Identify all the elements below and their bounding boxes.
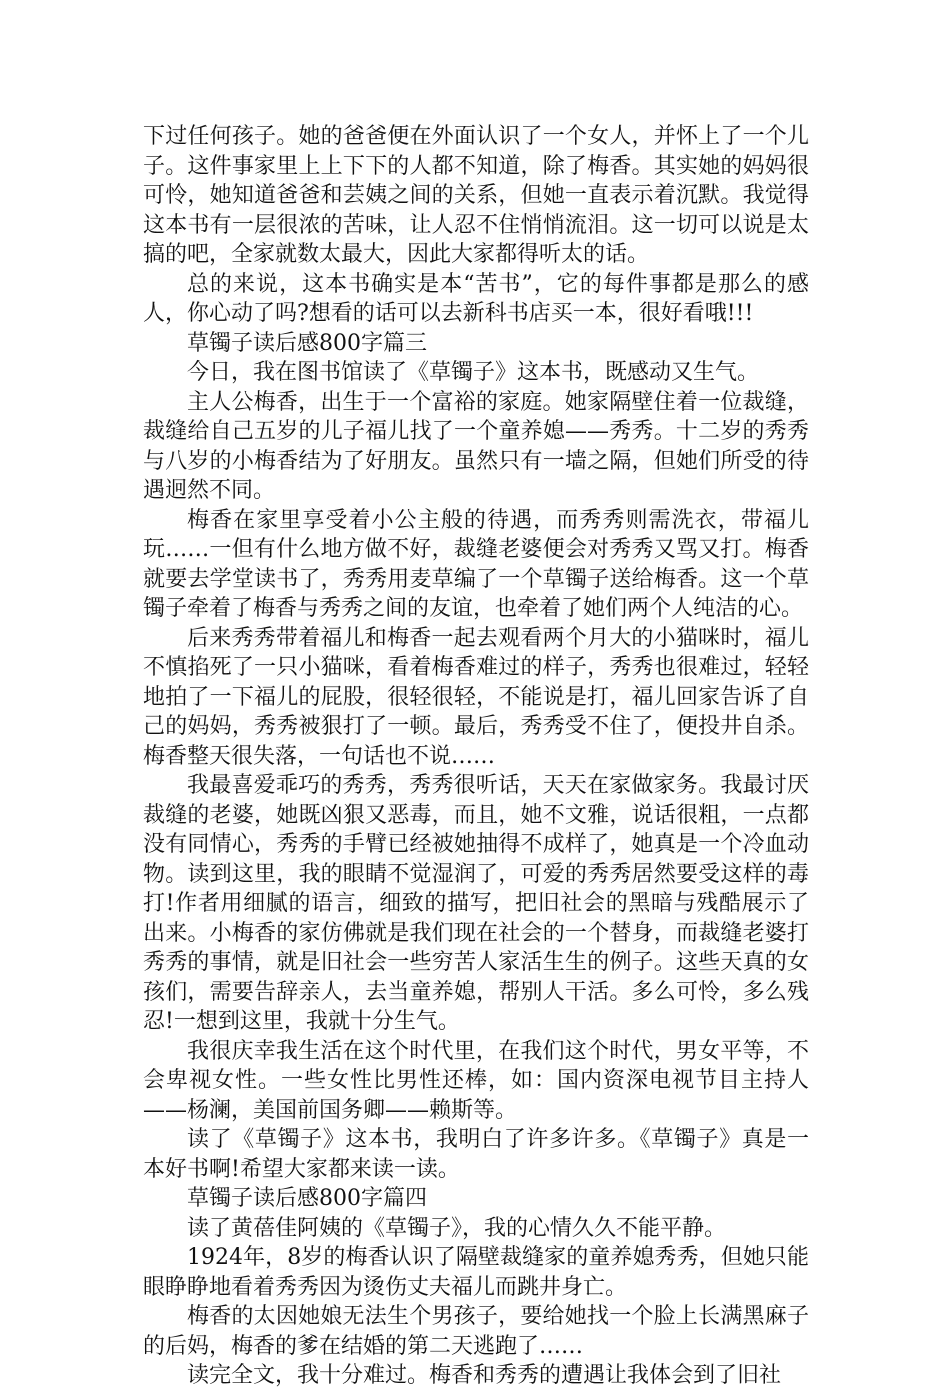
paragraph: 读了《草镯子》这本书，我明白了许多许多。《草镯子》真是一本好书啊!希望大家都来读一读。	[143, 1127, 809, 1182]
paragraph: 下过任何孩子。她的爸爸便在外面认识了一个女人，并怀上了一个儿子。这件事家里上上下下的人都不知道，除了梅香。其实她的妈妈很可怜，她知道爸爸和芸姨之间的关系，但她一直表示着沉默。我觉得这本书有一层很浓的苦味，让人忍不住悄悄流泪。这一切可以说是太搞的吧，全家就数太最大，因此大家都得听太的话。	[143, 124, 809, 267]
paragraph: 主人公梅香，出生于一个富裕的家庭。她家隔壁住着一位裁缝，裁缝给自己五岁的儿子福儿找了一个童养媳——秀秀。十二岁的秀秀与八岁的小梅香结为了好朋友。虽然只有一墙之隔，但她们所受的待遇迥然不同。	[143, 389, 809, 503]
document-body	[143, 122, 809, 1391]
paragraph: 我最喜爱乖巧的秀秀，秀秀很听话，天天在家做家务。我最讨厌裁缝的老婆，她既凶狠又恶毒，而且，她不文雅，说话很粗，一点都没有同情心，秀秀的手臂已经被她抽得不成样了，她真是一个冷血动物。读到这里，我的眼睛不觉湿润了，可爱的秀秀居然要受这样的毒打!作者用细腻的语言，细致的描写，把旧社会的黑暗与残酷展示了出来。小梅香的家仿佛就是我们现在社会的一个替身，而裁缝老婆打秀秀的事情，就是旧社会一些穷苦人家活生生的例子。这些天真的女孩们，需要告辞亲人，去当童养媳，帮别人干活。多么可怜，多么残忍!一想到这里，我就十分生气。	[143, 773, 809, 1034]
paragraph: 读了黄蓓佳阿姨的《草镯子》，我的心情久久不能平静。	[187, 1215, 727, 1241]
paragraph: 今日，我在图书馆读了《草镯子》这本书，既感动又生气。	[187, 360, 760, 385]
section-heading: 草镯子读后感800字篇三	[187, 330, 427, 356]
paragraph: 读完全文，我十分难过。梅香和秀秀的遭遇让我体会到了旧社	[187, 1363, 782, 1388]
paragraph: 总的来说，这本书确实是本“苦书”，它的每件事都是那么的感人，你心动了吗?想看的话可以去新科书店买一本，很好看哦!!!	[143, 271, 809, 326]
section-heading: 草镯子读后感800字篇四	[187, 1186, 427, 1211]
paragraph: 1924年，8岁的梅香认识了隔壁裁缝家的童养媳秀秀，但她只能眼睁睁地看着秀秀因为烫伤丈夫福儿而跳井身亡。	[143, 1245, 809, 1300]
paragraph: 梅香在家里享受着小公主般的待遇，而秀秀则需洗衣，带福儿玩……一但有什么地方做不好，裁缝老婆便会对秀秀又骂又打。梅香就要去学堂读书了，秀秀用麦草编了一个草镯子送给梅香。这一个草镯子牵着了梅香与秀秀之间的友谊，也牵着了她们两个人纯洁的心。	[143, 507, 809, 621]
paragraph: 我很庆幸我生活在这个时代里，在我们这个时代，男女平等，不会卑视女性。一些女性比男性还棒，如：国内资深电视节目主持人——杨澜，美国前国务卿——赖斯等。	[143, 1038, 809, 1123]
paragraph: 后来秀秀带着福儿和梅香一起去观看两个月大的小猫咪时，福儿不慎掐死了一只小猫咪，看着梅香难过的样子，秀秀也很难过，轻轻地拍了一下福儿的屁股，很轻很轻，不能说是打，福儿回家告诉了自己的妈妈，秀秀被狠打了一顿。最后，秀秀受不住了，便投井自杀。梅香整天很失落，一句话也不说……	[143, 625, 809, 769]
paragraph: 梅香的太因她娘无法生个男孩子，要给她找一个脸上长满黑麻子的后妈，梅香的爹在结婚的第二天逃跑了……	[143, 1304, 809, 1359]
